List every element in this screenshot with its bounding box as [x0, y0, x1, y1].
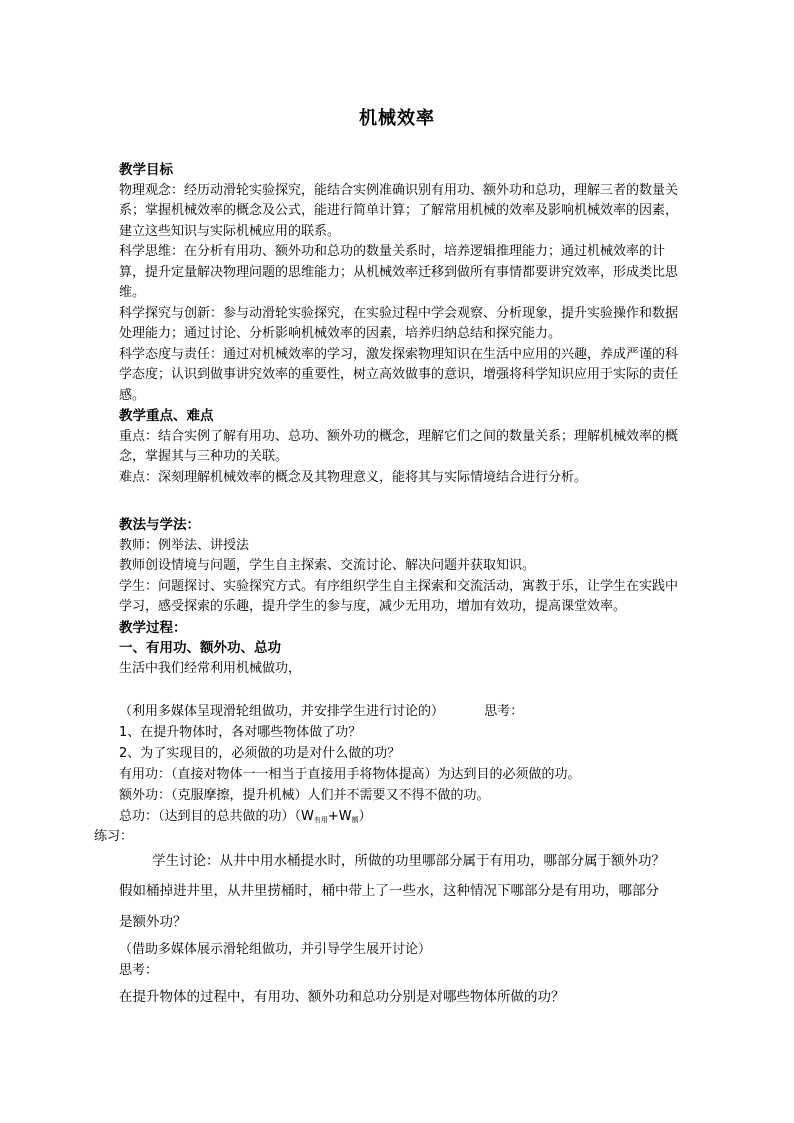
total-work-text: 总功：（达到目的总共做的功）（W [119, 809, 314, 824]
subscript-extra: 额 [351, 816, 359, 824]
question-1: 1、在提升物体时，各对哪些物体做了功？ [119, 725, 362, 740]
objective-inquiry: 科学探究与创新：参与动滑轮实验探究，在实验过程中学会观察、分析现象，提升实验操作和数据处理能力；通过讨论、分析影响机械效率的因素，培养归纳总结和探究能力。 [119, 305, 679, 341]
methods-teacher: 教师：例举法、讲授法 [119, 537, 250, 553]
extra-work-definition: 额外功：（克服摩擦，提升机械）人们并不需要又不得不做的功。 [119, 788, 490, 803]
bucket-question-line-1: 假如桶掉进井里，从井里捞桶时，桶中带上了一些水，这种情况下哪部分是有用功，哪部分 [119, 883, 659, 899]
media-note: （利用多媒体呈现滑轮组做功，并安排学生进行讨论的） [119, 704, 445, 719]
methods-student: 学生：问题探讨、实验探究方式。有序组织学生自主探索和交流活动，寓教于乐，让学生在实践中学习，感受探索的乐趣，提升学生的参与度，减少无用功，增加有效功，提高课堂效率。 [119, 578, 679, 614]
objective-physics-concept: 物理观念：经历动滑轮实验探究，能结合实例准确识别有用功、额外功和总功，理解三者的数量关系；掌握机械效率的概念及公式，能进行简单计算；了解常用机械的效率及影响机械效率的因素，建立这些知识与实际机械应用的联系。 [119, 182, 679, 239]
page-title: 机械效率 [359, 108, 435, 129]
key-point: 重点：结合实例了解有用功、总功、额外功的概念，理解它们之间的数量关系；理解机械效率的概念，掌握其与三种功的关联。 [119, 428, 679, 464]
objectives-section [119, 160, 679, 488]
process-heading: 教学过程： [119, 619, 187, 636]
process-line-1: 生活中我们经常利用机械做功， [119, 660, 302, 676]
methods-heading: 教法与学法： [119, 517, 200, 533]
bucket-question-line-2: 是额外功？ [119, 914, 187, 930]
discussion-question: 学生讨论：从井中用水桶提水时，所做的功里哪部分属于有用功，哪部分属于额外功？ [152, 853, 665, 869]
media-note-2: （借助多媒体展示滑轮组做功，并引导学生展开讨论） [119, 942, 432, 957]
total-work-plus: +W [327, 809, 352, 824]
key-points-heading: 教学重点、难点 [119, 408, 214, 424]
subscript-useful: 有用 [313, 816, 328, 824]
practice-label: 练习： [94, 829, 134, 844]
section-1-heading: 一、有用功、额外功、总功 [119, 640, 281, 656]
methods-teacher-detail: 教师创设情境与问题，学生自主探索、交流讨论、解决问题并获取知识。 [119, 558, 536, 573]
useful-work-definition: 有用功：（直接对物体一一相当于直接用手将物体提高）为达到目的必须做的功。 [119, 767, 581, 782]
final-question: 在提升物体的过程中，有用功、额外功和总功分别是对哪些物体所做的功？ [119, 989, 565, 1005]
process-line-2 [119, 702, 523, 722]
objective-scientific-thinking: 科学思维：在分析有用功、额外功和总功的数量关系时，培养逻辑推理能力；通过机械效率的计算，提升定量解决物理问题的思维能力；从机械效率迁移到做所有事情都要讲究效率，形成类比思维。 [119, 244, 679, 300]
methods-section [119, 515, 679, 679]
total-work-close: ） [358, 809, 372, 824]
objective-attitude: 科学态度与责任：通过对机械效率的学习，激发探索物理知识在生活中应用的兴趣，养成严谨的科学态度；认识到做事讲究效率的重要性，树立高效做事的意识，增强将科学知识应用于实际的责任感。 [119, 346, 679, 403]
think-label-2: 思考： [119, 963, 159, 978]
difficult-point: 难点：深刻理解机械效率的概念及其物理意义，能将其与实际情境结合进行分析。 [119, 469, 588, 485]
total-work-definition [119, 807, 372, 830]
think-label: 思考： [484, 704, 524, 719]
question-2: 2、为了实现目的，必须做的功是对什么做的功？ [119, 746, 401, 761]
objectives-heading: 教学目标 [119, 162, 173, 178]
